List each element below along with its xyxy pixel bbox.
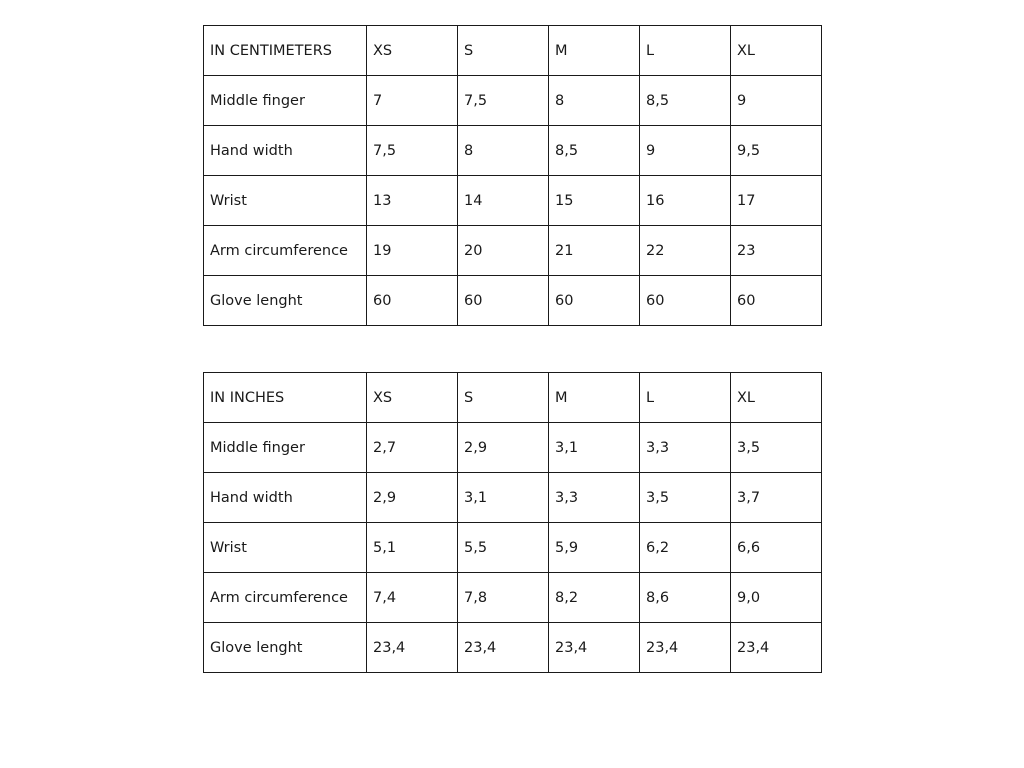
row-label: Middle finger bbox=[204, 423, 367, 473]
table-cell: 3,3 bbox=[640, 423, 731, 473]
table-cell: 23,4 bbox=[458, 623, 549, 673]
table-row bbox=[204, 276, 822, 326]
table-cell: 60 bbox=[367, 276, 458, 326]
table-cell: 7,4 bbox=[367, 573, 458, 623]
table-row bbox=[204, 226, 822, 276]
table-cell: 22 bbox=[640, 226, 731, 276]
table-row bbox=[204, 523, 822, 573]
table-cell: 3,1 bbox=[458, 473, 549, 523]
table-row bbox=[204, 76, 822, 126]
table-cell: 3,5 bbox=[731, 423, 822, 473]
table-row bbox=[204, 473, 822, 523]
table-cell: 60 bbox=[458, 276, 549, 326]
table-cell: 8,5 bbox=[640, 76, 731, 126]
table-cell: 8 bbox=[458, 126, 549, 176]
table-row bbox=[204, 126, 822, 176]
table-cell: 21 bbox=[549, 226, 640, 276]
table-cell: 5,1 bbox=[367, 523, 458, 573]
size-header-l: L bbox=[640, 26, 731, 76]
table-cell: 3,5 bbox=[640, 473, 731, 523]
table-header-row bbox=[204, 373, 822, 423]
table-cell: 8 bbox=[549, 76, 640, 126]
table-cell: 15 bbox=[549, 176, 640, 226]
table-cell: 9 bbox=[731, 76, 822, 126]
row-label: Hand width bbox=[204, 126, 367, 176]
table-cell: 9 bbox=[640, 126, 731, 176]
table-cell: 23,4 bbox=[640, 623, 731, 673]
size-header-l: L bbox=[640, 373, 731, 423]
row-label: Glove lenght bbox=[204, 623, 367, 673]
table-cell: 2,9 bbox=[367, 473, 458, 523]
table-cell: 9,5 bbox=[731, 126, 822, 176]
table-cell: 3,7 bbox=[731, 473, 822, 523]
row-label: Middle finger bbox=[204, 76, 367, 126]
table-cell: 20 bbox=[458, 226, 549, 276]
table-cell: 5,5 bbox=[458, 523, 549, 573]
table-cell: 17 bbox=[731, 176, 822, 226]
table-cell: 19 bbox=[367, 226, 458, 276]
table-header-row bbox=[204, 26, 822, 76]
size-header-s: S bbox=[458, 373, 549, 423]
row-label: Arm circumference bbox=[204, 226, 367, 276]
table-cell: 6,2 bbox=[640, 523, 731, 573]
table-cell: 2,7 bbox=[367, 423, 458, 473]
table-cell: 3,1 bbox=[549, 423, 640, 473]
table-cell: 6,6 bbox=[731, 523, 822, 573]
table-cell: 7,5 bbox=[367, 126, 458, 176]
table-cell: 23 bbox=[731, 226, 822, 276]
table-cell: 7 bbox=[367, 76, 458, 126]
size-table-centimeters bbox=[203, 25, 822, 326]
table-cell: 8,5 bbox=[549, 126, 640, 176]
table-row bbox=[204, 573, 822, 623]
size-header-m: M bbox=[549, 26, 640, 76]
size-header-m: M bbox=[549, 373, 640, 423]
table-cell: 23,4 bbox=[367, 623, 458, 673]
row-label: Wrist bbox=[204, 176, 367, 226]
table-row bbox=[204, 423, 822, 473]
table-cell: 9,0 bbox=[731, 573, 822, 623]
table-cell: 7,5 bbox=[458, 76, 549, 126]
unit-header: IN INCHES bbox=[204, 373, 367, 423]
table-row bbox=[204, 623, 822, 673]
table-cell: 60 bbox=[640, 276, 731, 326]
table-cell: 8,2 bbox=[549, 573, 640, 623]
table-cell: 60 bbox=[731, 276, 822, 326]
table-cell: 5,9 bbox=[549, 523, 640, 573]
table-cell: 23,4 bbox=[731, 623, 822, 673]
table-row bbox=[204, 176, 822, 226]
table-cell: 14 bbox=[458, 176, 549, 226]
size-header-xl: XL bbox=[731, 373, 822, 423]
table-cell: 8,6 bbox=[640, 573, 731, 623]
unit-header: IN CENTIMETERS bbox=[204, 26, 367, 76]
size-table-inches bbox=[203, 372, 822, 673]
table-cell: 3,3 bbox=[549, 473, 640, 523]
size-header-xs: XS bbox=[367, 373, 458, 423]
row-label: Hand width bbox=[204, 473, 367, 523]
row-label: Arm circumference bbox=[204, 573, 367, 623]
table-cell: 7,8 bbox=[458, 573, 549, 623]
size-header-s: S bbox=[458, 26, 549, 76]
size-header-xs: XS bbox=[367, 26, 458, 76]
table-cell: 60 bbox=[549, 276, 640, 326]
table-cell: 23,4 bbox=[549, 623, 640, 673]
table-cell: 13 bbox=[367, 176, 458, 226]
size-header-xl: XL bbox=[731, 26, 822, 76]
row-label: Glove lenght bbox=[204, 276, 367, 326]
table-cell: 2,9 bbox=[458, 423, 549, 473]
row-label: Wrist bbox=[204, 523, 367, 573]
table-cell: 16 bbox=[640, 176, 731, 226]
